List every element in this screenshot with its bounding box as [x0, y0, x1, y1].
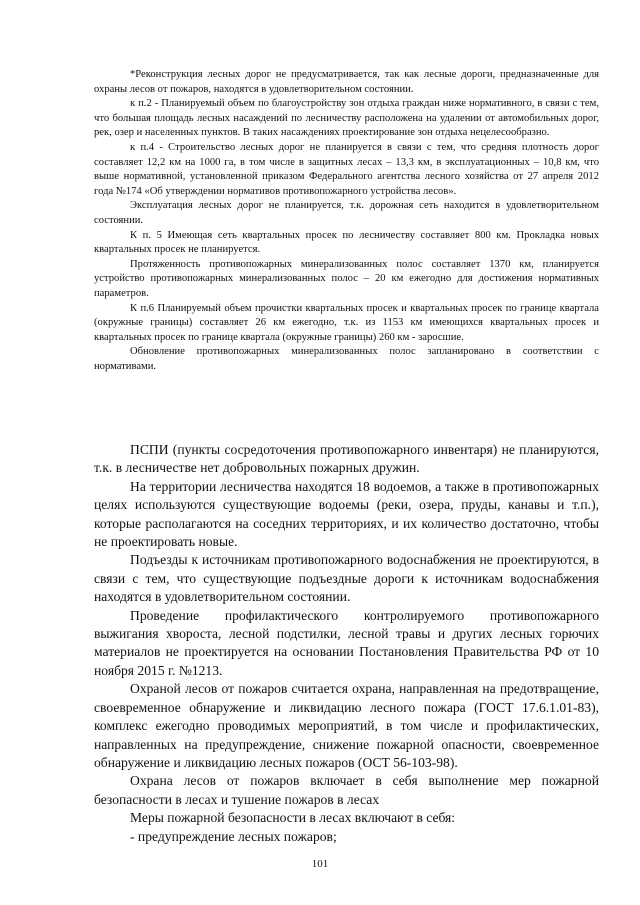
paragraph-water-bodies: На территории лесничества находятся 18 водоемов, а также в противопожарных целях используются существующие водоемы (реки, озера, пруды, канавы и т.п.), которые располагаются на соседних территориях, и их количество достаточно, чтобы не проектировать новые.	[94, 478, 599, 550]
paragraph-road-reconstruction: *Реконструкция лесных дорог не предусматривается, так как лесные дороги, предназначенные для охраны лесов от пожаров, находятся в удовлетворительном состоянии.	[94, 69, 599, 95]
list-item-fire-prevention: - предупреждение лесных пожаров;	[130, 828, 337, 844]
paragraph-forest-protection-definition: Охраной лесов от пожаров считается охрана, направленная на предотвращение, своевременное обнаружение и ликвидацию лесного пожара (ГОСТ 17.6.1.01-83), комплекс ежегодно проводимых мероприятий, в том числе и профилактических, направленных на предупреждение, снижение пожарной опасности, своевременное обнаружение и ликвидацию лесных пожаров (ОСТ 56-103-98).	[94, 681, 599, 770]
paragraph-fire-equipment-points: ПСПИ (пункты сосредоточения противопожарного инвентаря) не планируются, т.к. в лесничестве нет добровольных пожарных дружин.	[94, 442, 599, 476]
paragraph-fire-strips: Протяженность противопожарных минерализованных полос составляет 1370 км, планируется устройство противопожарных минерализованных полос – 20 км ежегодно для достижения нормативных параметров.	[94, 258, 599, 299]
paragraph-controlled-burning: Проведение профилактического контролируемого противопожарного выжигания хвороста, лесной подстилки, лесной травы и других лесных горючих материалов не проектируется на основании Постановления Правительства РФ от 10 ноября 2015 г. №1213.	[94, 607, 599, 678]
paragraph-recreation-zones: к п.2 - Планируемый объем по благоустройству зон отдыха граждан ниже нормативного, в связи с тем, что большая площадь лесных насаждений по лесничеству расположена на удалении от автомобильных дорог, рек, озер и населенных пунктов. В таких насаждениях проектирование зон отдыха нецелесообразно.	[94, 98, 599, 139]
small-text-section	[94, 68, 599, 374]
large-text-section	[94, 441, 599, 846]
paragraph-strip-renewal: Обновление противопожарных минерализованных полос запланировано в соответствии с нормативами.	[94, 346, 599, 372]
paragraph-safety-measures: Меры пожарной безопасности в лесах включают в себя:	[130, 810, 456, 826]
paragraph-road-operation: Эксплуатация лесных дорог не планируется, т.к. дорожная сеть находится в удовлетворительном состоянии.	[94, 200, 599, 226]
page-number: 101	[311, 858, 329, 870]
paragraph-quarter-clearings: К п. 5 Имеющая сеть квартальных просек по лесничеству составляет 800 км. Прокладка новых квартальных просек не планируется.	[94, 229, 599, 256]
paragraph-protection-includes: Охрана лесов от пожаров включает в себя выполнение мер пожарной безопасности в лесах и тушение пожаров в лесах	[94, 773, 599, 807]
paragraph-road-construction: к п.4 - Строительство лесных дорог не планируется в связи с тем, что средняя плотность дорог составляет 12,2 км на 1000 га, в том числе в защитных лесах – 13,3 км, в эксплуатационных – 10,8 км, что выше нормативной, установленной приказом Федерального агентства лесного хозяйства от 27 апреля 2012 года №174 «Об утверждении нормативов противопожарного устройства лесов».	[94, 141, 599, 197]
paragraph-clearing-cleaning: К п.6 Планируемый объем прочистки квартальных просек и квартальных просек по границе квартала (окружные границы) составляет 26 км ежегодно, т.к. из 1153 км имеющихся квартальных просек и квартальных просек по границе квартала (окружные границы) 260 км - заросшие.	[94, 302, 599, 343]
paragraph-water-access: Подъезды к источникам противопожарного водоснабжения не проектируются, в связи с тем, что существующие подъездные дороги к источникам водоснабжения находятся в удовлетворительном состоянии.	[94, 552, 599, 605]
